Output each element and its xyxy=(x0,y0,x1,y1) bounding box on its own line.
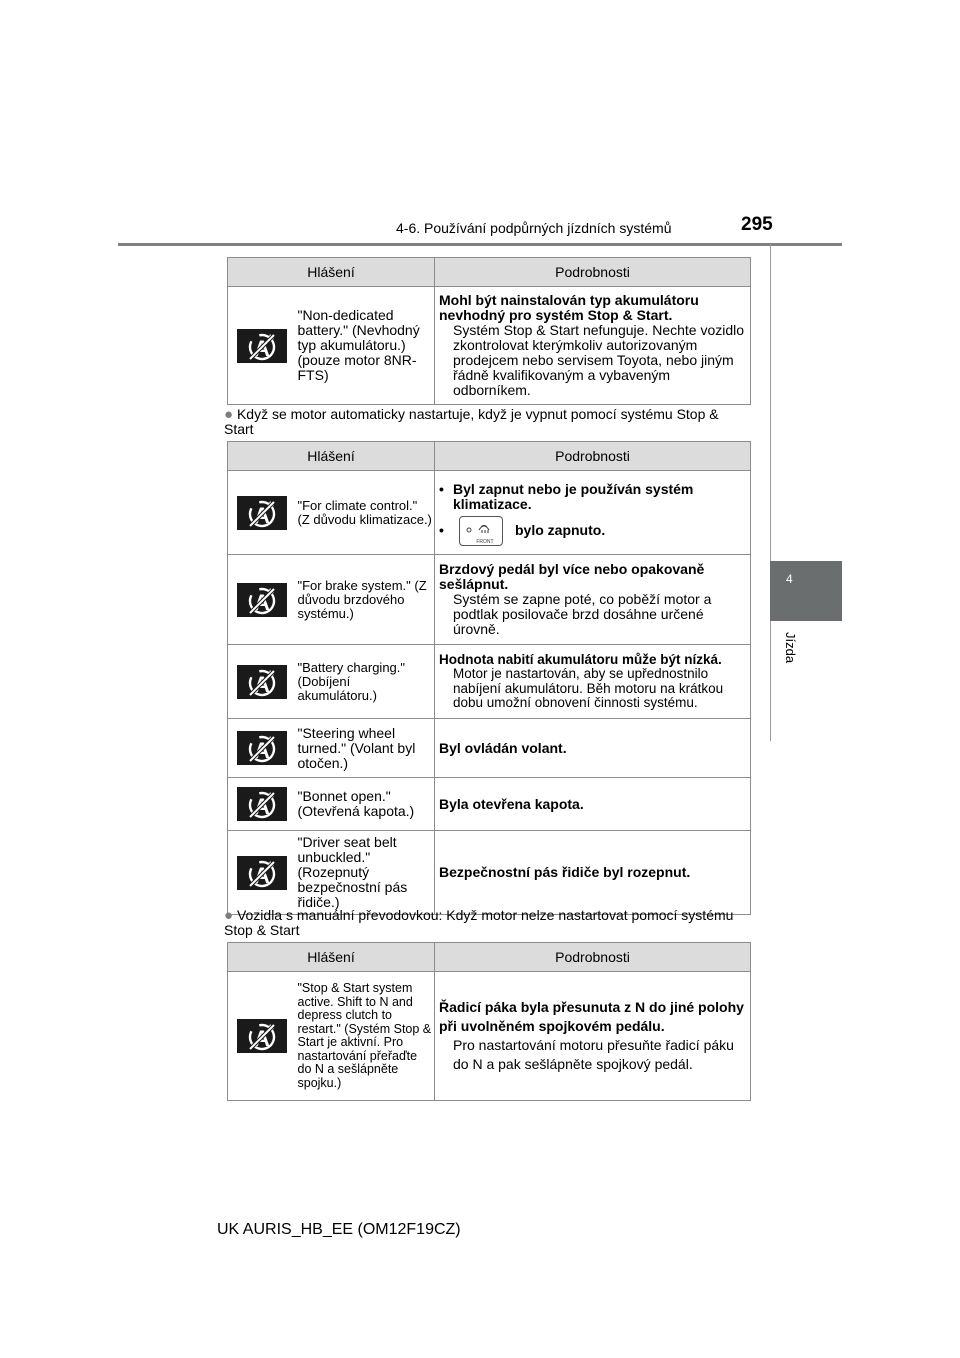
table-row xyxy=(228,471,751,555)
message-text: "For climate control." (Z důvodu klimatizace.) xyxy=(292,471,435,555)
stop-start-disabled-icon xyxy=(237,496,287,530)
bullet-text: Vozidla s manuální převodovkou: Když motor nelze nastartovat pomocí systému Stop & Start xyxy=(224,907,734,938)
details-bold: Byl ovládán volant. xyxy=(439,739,567,756)
column-header-message: Hlášení xyxy=(228,258,435,287)
chapter-tab xyxy=(770,561,842,621)
table-row xyxy=(228,778,751,831)
item-bullet: • xyxy=(439,522,444,538)
bullet-text: Když se motor automaticky nastartuje, když je vypnut pomocí systému Stop & Start xyxy=(224,406,719,437)
details-text: Systém Stop & Start nefunguje. Nechte vozidlo zkontrolovat kterýmkoliv autorizovaným prodejcem nebo servisem Toyota, nebo jiným řádně kvalifikovaným a vybaveným odborníkem. xyxy=(453,322,745,398)
section-title: 4-6. Používání podpůrných jízdních systémů xyxy=(396,220,672,236)
column-header-details: Podrobnosti xyxy=(435,943,751,972)
side-divider-top xyxy=(770,244,771,562)
details-bold: bylo zapnuto. xyxy=(515,522,606,538)
message-text: "Stop & Start system active. Shift to N and depress clutch to restart." (Systém Stop & Start je aktivní. Pro nastartování přeřaďte do N a sešlápněte spojku.) xyxy=(292,972,435,1101)
details-item xyxy=(439,482,746,512)
document-code: UK AURIS_HB_EE (OM12F19CZ) xyxy=(217,1221,461,1238)
message-text: "Non-dedicated battery." (Nevhodný typ akumulátoru.) (pouze motor 8NR-FTS) xyxy=(292,287,435,405)
column-header-message: Hlášení xyxy=(228,943,435,972)
details-cell xyxy=(435,719,751,778)
details-cell xyxy=(435,778,751,831)
side-divider-bottom xyxy=(770,621,771,741)
stop-start-disabled-icon xyxy=(237,665,287,699)
details-cell xyxy=(435,287,751,405)
table-row xyxy=(228,287,751,405)
message-text: "Battery charging." (Dobíjení akumulátoru.) xyxy=(292,645,435,719)
details-cell xyxy=(435,972,751,1101)
stop-start-disabled-icon xyxy=(237,856,287,890)
table-row xyxy=(228,972,751,1101)
bullet-auto-restart xyxy=(224,407,752,437)
details-bold: Brzdový pedál byl více nebo opakovaně sešlápnut. xyxy=(439,561,705,592)
message-text: "Bonnet open." (Otevřená kapota.) xyxy=(292,778,435,831)
table-row xyxy=(228,555,751,645)
bullet-manual-transmission xyxy=(224,908,752,938)
stop-start-disabled-icon xyxy=(237,329,287,363)
details-item xyxy=(439,516,746,546)
column-header-details: Podrobnosti xyxy=(435,442,751,471)
message-text: "For brake system." (Z důvodu brzdového systému.) xyxy=(292,555,435,645)
item-bullet: • xyxy=(439,480,444,497)
bullet-dot-icon: ● xyxy=(224,406,234,423)
front-defogger-button-icon xyxy=(459,516,503,546)
column-header-message: Hlášení xyxy=(228,442,435,471)
details-bold: Byla otevřena kapota. xyxy=(439,795,584,812)
table-restart-reasons xyxy=(227,441,751,915)
details-bold: Hodnota nabití akumulátoru může být nízká. xyxy=(439,651,722,667)
page-number: 295 xyxy=(741,214,773,235)
stop-start-disabled-icon xyxy=(237,1019,287,1053)
stop-start-disabled-icon xyxy=(237,583,287,617)
stop-start-disabled-icon xyxy=(237,787,287,821)
details-cell xyxy=(435,831,751,915)
svg-text:FRONT: FRONT xyxy=(476,538,494,545)
header-rule xyxy=(118,243,842,246)
chapter-number: 4 xyxy=(786,572,793,586)
table-row xyxy=(228,719,751,778)
table-row xyxy=(228,831,751,915)
table-battery xyxy=(227,257,751,405)
chapter-label: Jízda xyxy=(783,632,798,664)
message-text: "Steering wheel turned." (Volant byl otočen.) xyxy=(292,719,435,778)
details-text: Pro nastartování motoru přesuňte řadicí páku do N a pak sešlápněte spojkový pedál. xyxy=(453,1037,734,1072)
details-bold: Řadicí páka byla přesunuta z N do jiné polohy při uvolněném spojkovém pedálu. xyxy=(439,999,744,1034)
details-text: Systém se zapne poté, co poběží motor a podtlak posilovače brzd dosáhne určené úrovně. xyxy=(453,591,712,637)
bullet-dot-icon: ● xyxy=(224,907,234,924)
details-bold: Mohl být nainstalován typ akumulátoru nevhodný pro systém Stop & Start. xyxy=(439,292,699,323)
table-row xyxy=(228,645,751,719)
message-text: "Driver seat belt unbuckled." (Rozepnutý bezpečnostní pás řidiče.) xyxy=(292,831,435,915)
details-cell xyxy=(435,471,751,555)
column-header-details: Podrobnosti xyxy=(435,258,751,287)
details-cell xyxy=(435,645,751,719)
stop-start-disabled-icon xyxy=(237,731,287,765)
details-text: Motor je nastartován, aby se upřednostnilo nabíjení akumulátoru. Běh motoru na krátkou dobu umožní obnovení činnosti systému. xyxy=(453,666,724,710)
details-cell xyxy=(435,555,751,645)
table-manual xyxy=(227,942,751,1101)
details-bold: Byl zapnut nebo je používán systém klimatizace. xyxy=(453,480,694,512)
details-bold: Bezpečnostní pás řidiče byl rozepnut. xyxy=(439,864,691,880)
